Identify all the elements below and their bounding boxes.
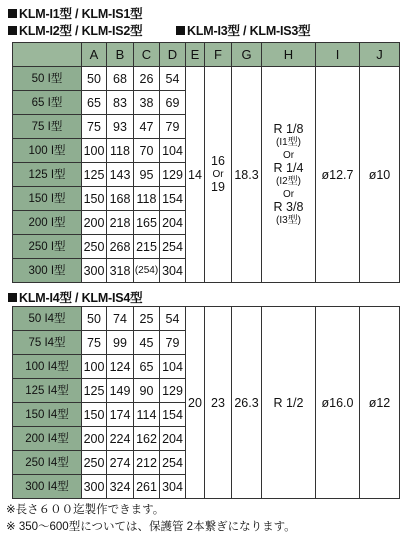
value-cell-c: 212 bbox=[134, 451, 160, 475]
value-cell-a: 75 bbox=[82, 115, 107, 139]
value-cell-b: 268 bbox=[107, 235, 134, 259]
spec-table-i4 bbox=[12, 306, 400, 499]
value-cell-b: 174 bbox=[107, 403, 134, 427]
value-cell-d: 104 bbox=[160, 139, 186, 163]
value-cell-c: 118 bbox=[134, 187, 160, 211]
value-cell-d: 79 bbox=[160, 331, 186, 355]
table-row bbox=[13, 307, 400, 331]
value-cell-c: 25 bbox=[134, 307, 160, 331]
col-header-a: A bbox=[82, 43, 107, 67]
value-cell-a: 150 bbox=[82, 403, 107, 427]
value-cell-b: 83 bbox=[107, 91, 134, 115]
value-cell-h: R 1/2 bbox=[262, 307, 316, 499]
value-cell-c: 114 bbox=[134, 403, 160, 427]
col-header-c: C bbox=[134, 43, 160, 67]
heading-klm-i3: KLM-I3型 / KLM-IS3型 bbox=[176, 21, 310, 39]
col-header-f: F bbox=[205, 43, 232, 67]
model-cell: 100 I型 bbox=[13, 139, 82, 163]
model-cell: 125 I4型 bbox=[13, 379, 82, 403]
corner-cell bbox=[13, 43, 82, 67]
value-cell-a: 250 bbox=[82, 235, 107, 259]
value-cell-b: 274 bbox=[107, 451, 134, 475]
value-cell-c: 26 bbox=[134, 67, 160, 91]
model-cell: 50 I4型 bbox=[13, 307, 82, 331]
value-cell-b: 143 bbox=[107, 163, 134, 187]
model-cell: 200 I4型 bbox=[13, 427, 82, 451]
value-cell-a: 200 bbox=[82, 427, 107, 451]
value-cell-d: 204 bbox=[160, 427, 186, 451]
spec-table-i1-i3 bbox=[12, 42, 400, 283]
col-header-h: H bbox=[262, 43, 316, 67]
model-cell: 75 I4型 bbox=[13, 331, 82, 355]
value-cell-h: R 1/8 (I1型) Or R 1/4 (I2型) Or R 3/8 (I3型) bbox=[262, 67, 316, 283]
heading-klm-i2: KLM-I2型 / KLM-IS2型 bbox=[8, 21, 142, 39]
model-cell: 200 I型 bbox=[13, 211, 82, 235]
table-header-row bbox=[13, 43, 400, 67]
value-cell-c: 162 bbox=[134, 427, 160, 451]
value-cell-d: 304 bbox=[160, 475, 186, 499]
value-cell-a: 150 bbox=[82, 187, 107, 211]
model-cell: 150 I4型 bbox=[13, 403, 82, 427]
value-cell-a: 300 bbox=[82, 259, 107, 283]
value-cell-a: 250 bbox=[82, 451, 107, 475]
value-cell-c: 165 bbox=[134, 211, 160, 235]
value-cell-f: 16 Or 19 bbox=[205, 67, 232, 283]
value-cell-c: 215 bbox=[134, 235, 160, 259]
value-cell-c: 38 bbox=[134, 91, 160, 115]
value-cell-d: 69 bbox=[160, 91, 186, 115]
value-cell-a: 65 bbox=[82, 91, 107, 115]
col-header-g: G bbox=[232, 43, 262, 67]
value-cell-c: 65 bbox=[134, 355, 160, 379]
model-cell: 250 I型 bbox=[13, 235, 82, 259]
value-cell-b: 318 bbox=[107, 259, 134, 283]
value-cell-j: ø10 bbox=[360, 67, 400, 283]
value-cell-b: 324 bbox=[107, 475, 134, 499]
value-cell-f: 23 bbox=[205, 307, 232, 499]
value-cell-c: 261 bbox=[134, 475, 160, 499]
value-cell-d: 54 bbox=[160, 67, 186, 91]
model-cell: 100 I4型 bbox=[13, 355, 82, 379]
value-cell-d: 154 bbox=[160, 187, 186, 211]
value-cell-b: 168 bbox=[107, 187, 134, 211]
value-cell-a: 100 bbox=[82, 139, 107, 163]
value-cell-d: 304 bbox=[160, 259, 186, 283]
note-protection-tube: ※ 350～600型については、保護管 2本繋ぎになります。 bbox=[6, 521, 296, 533]
value-cell-c: 90 bbox=[134, 379, 160, 403]
model-cell: 150 I型 bbox=[13, 187, 82, 211]
col-header-b: B bbox=[107, 43, 134, 67]
value-cell-i: ø12.7 bbox=[316, 67, 360, 283]
value-cell-d: 254 bbox=[160, 235, 186, 259]
value-cell-e: 20 bbox=[186, 307, 205, 499]
value-cell-b: 218 bbox=[107, 211, 134, 235]
col-header-d: D bbox=[160, 43, 186, 67]
model-cell: 300 I型 bbox=[13, 259, 82, 283]
model-cell: 250 I4型 bbox=[13, 451, 82, 475]
value-cell-c: (254) bbox=[134, 259, 160, 283]
model-cell: 300 I4型 bbox=[13, 475, 82, 499]
value-cell-e: 14 bbox=[186, 67, 205, 283]
value-cell-c: 95 bbox=[134, 163, 160, 187]
value-cell-d: 79 bbox=[160, 115, 186, 139]
value-cell-a: 125 bbox=[82, 163, 107, 187]
model-cell: 50 I型 bbox=[13, 67, 82, 91]
value-cell-a: 50 bbox=[82, 307, 107, 331]
col-header-e: E bbox=[186, 43, 205, 67]
value-cell-b: 93 bbox=[107, 115, 134, 139]
value-cell-c: 47 bbox=[134, 115, 160, 139]
value-cell-d: 129 bbox=[160, 379, 186, 403]
value-cell-d: 54 bbox=[160, 307, 186, 331]
value-cell-i: ø16.0 bbox=[316, 307, 360, 499]
value-cell-d: 104 bbox=[160, 355, 186, 379]
value-cell-a: 75 bbox=[82, 331, 107, 355]
heading-klm-i4: KLM-I4型 / KLM-IS4型 bbox=[8, 288, 142, 306]
value-cell-b: 124 bbox=[107, 355, 134, 379]
value-cell-b: 118 bbox=[107, 139, 134, 163]
model-cell: 125 I型 bbox=[13, 163, 82, 187]
value-cell-a: 200 bbox=[82, 211, 107, 235]
value-cell-g: 18.3 bbox=[232, 67, 262, 283]
model-cell: 65 I型 bbox=[13, 91, 82, 115]
col-header-i: I bbox=[316, 43, 360, 67]
note-max-length: ※長さ６００迄製作できます。 bbox=[6, 504, 165, 516]
value-cell-a: 50 bbox=[82, 67, 107, 91]
value-cell-d: 154 bbox=[160, 403, 186, 427]
value-cell-b: 99 bbox=[107, 331, 134, 355]
value-cell-g: 26.3 bbox=[232, 307, 262, 499]
value-cell-c: 45 bbox=[134, 331, 160, 355]
value-cell-b: 74 bbox=[107, 307, 134, 331]
value-cell-d: 254 bbox=[160, 451, 186, 475]
model-cell: 75 I型 bbox=[13, 115, 82, 139]
value-cell-a: 125 bbox=[82, 379, 107, 403]
value-cell-j: ø12 bbox=[360, 307, 400, 499]
value-cell-c: 70 bbox=[134, 139, 160, 163]
value-cell-b: 224 bbox=[107, 427, 134, 451]
value-cell-a: 100 bbox=[82, 355, 107, 379]
col-header-j: J bbox=[360, 43, 400, 67]
table-row bbox=[13, 67, 400, 91]
heading-klm-i1: KLM-I1型 / KLM-IS1型 bbox=[8, 4, 142, 22]
value-cell-b: 149 bbox=[107, 379, 134, 403]
value-cell-d: 129 bbox=[160, 163, 186, 187]
value-cell-b: 68 bbox=[107, 67, 134, 91]
value-cell-a: 300 bbox=[82, 475, 107, 499]
value-cell-d: 204 bbox=[160, 211, 186, 235]
